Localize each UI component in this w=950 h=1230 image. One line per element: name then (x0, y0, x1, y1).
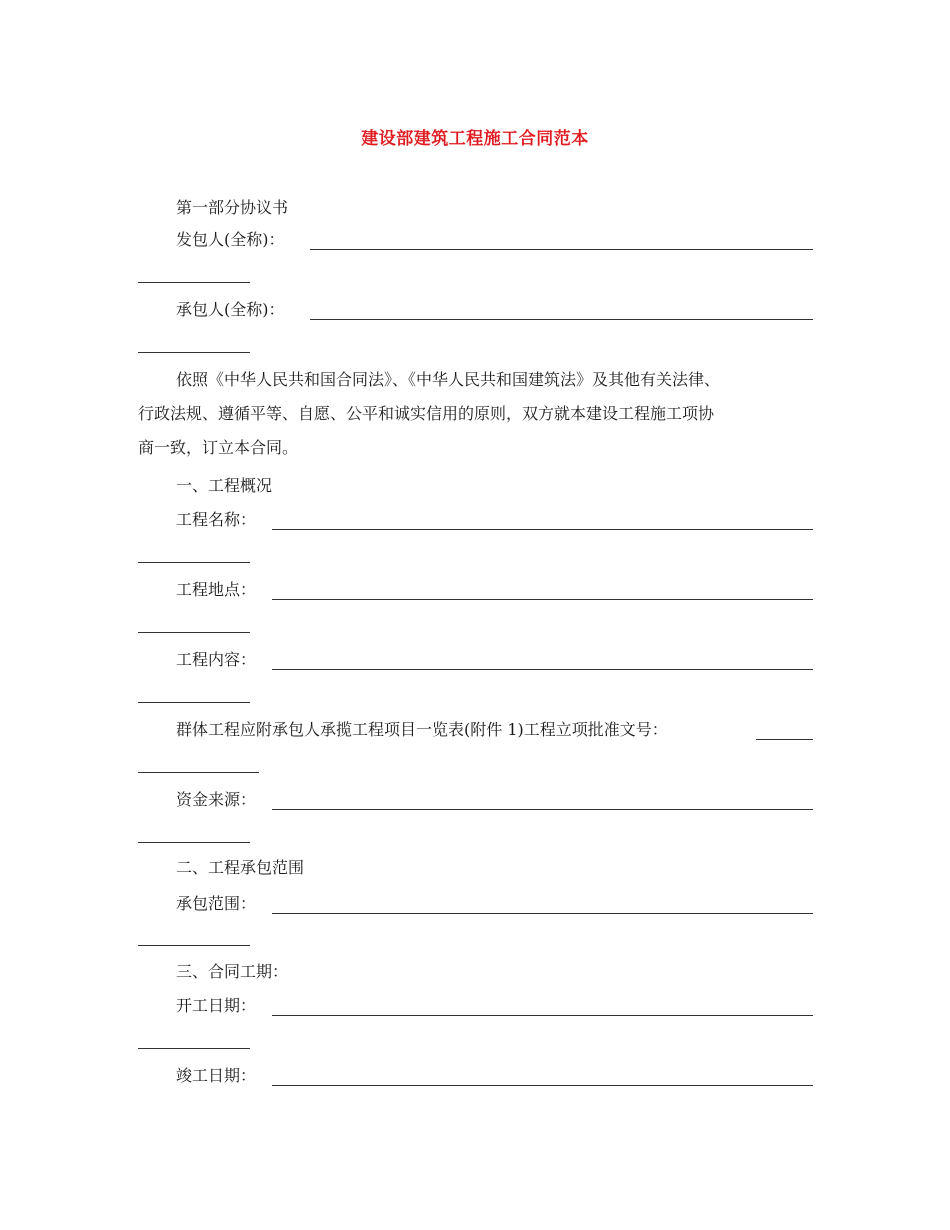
project-content-blank-continuation[interactable] (138, 702, 250, 703)
funding-blank-continuation[interactable] (138, 842, 250, 843)
start-date-label: 开工日期： (176, 996, 257, 1015)
project-name-label: 工程名称： (176, 510, 257, 529)
project-name-blank-line[interactable] (272, 529, 813, 530)
approval-number-blank-continuation[interactable] (138, 772, 259, 773)
project-location-blank-continuation[interactable] (138, 632, 250, 633)
contractor-field[interactable] (176, 300, 813, 322)
project-name-field[interactable] (176, 510, 813, 532)
project-location-label: 工程地点： (176, 580, 257, 599)
project-content-blank-line[interactable] (272, 669, 813, 670)
employer-label: 发包人(全称)： (176, 230, 285, 249)
start-date-blank-line[interactable] (272, 1015, 813, 1016)
contractor-label: 承包人(全称)： (176, 300, 285, 319)
document-title: 建设部建筑工程施工合同范本 (361, 129, 589, 149)
part-heading: 第一部分协议书 (176, 198, 289, 217)
employer-field[interactable] (176, 230, 813, 252)
completion-date-blank-line[interactable] (272, 1085, 813, 1086)
section3-heading: 三、合同工期： (176, 962, 289, 981)
project-content-label: 工程内容： (176, 650, 257, 669)
start-date-field[interactable] (176, 996, 813, 1018)
funding-label: 资金来源： (176, 790, 257, 809)
scope-blank-continuation[interactable] (138, 945, 250, 946)
scope-field[interactable] (176, 894, 813, 916)
completion-date-field[interactable] (176, 1066, 813, 1088)
project-content-field[interactable] (176, 650, 813, 672)
intro-line: 依照《中华人民共和国合同法》、《中华人民共和国建筑法》及其他有关法律、 (176, 370, 721, 389)
completion-date-label: 竣工日期： (176, 1066, 257, 1085)
scope-blank-line[interactable] (272, 913, 813, 914)
section2-heading: 二、工程承包范围 (176, 858, 305, 877)
employer-blank-line[interactable] (310, 249, 813, 250)
group-project-field[interactable] (176, 720, 813, 742)
group-project-label: 群体工程应附承包人承揽工程项目一览表(附件 1)工程立项批准文号： (176, 720, 668, 739)
project-location-blank-line[interactable] (272, 599, 813, 600)
approval-number-blank-line[interactable] (756, 739, 813, 740)
start-date-blank-continuation[interactable] (138, 1048, 250, 1049)
intro-line: 商一致，订立本合同。 (138, 438, 299, 457)
project-name-blank-continuation[interactable] (138, 562, 250, 563)
employer-blank-continuation[interactable] (138, 282, 250, 283)
contractor-blank-line[interactable] (310, 319, 813, 320)
funding-field[interactable] (176, 790, 813, 812)
intro-paragraph (138, 363, 838, 465)
funding-blank-line[interactable] (272, 809, 813, 810)
intro-line: 行政法规、遵循平等、自愿、公平和诚实信用的原则，双方就本建设工程施工项协 (138, 404, 715, 423)
scope-label: 承包范围： (176, 894, 257, 913)
section1-heading: 一、工程概况 (176, 476, 273, 495)
contractor-blank-continuation[interactable] (138, 352, 250, 353)
project-location-field[interactable] (176, 580, 813, 602)
